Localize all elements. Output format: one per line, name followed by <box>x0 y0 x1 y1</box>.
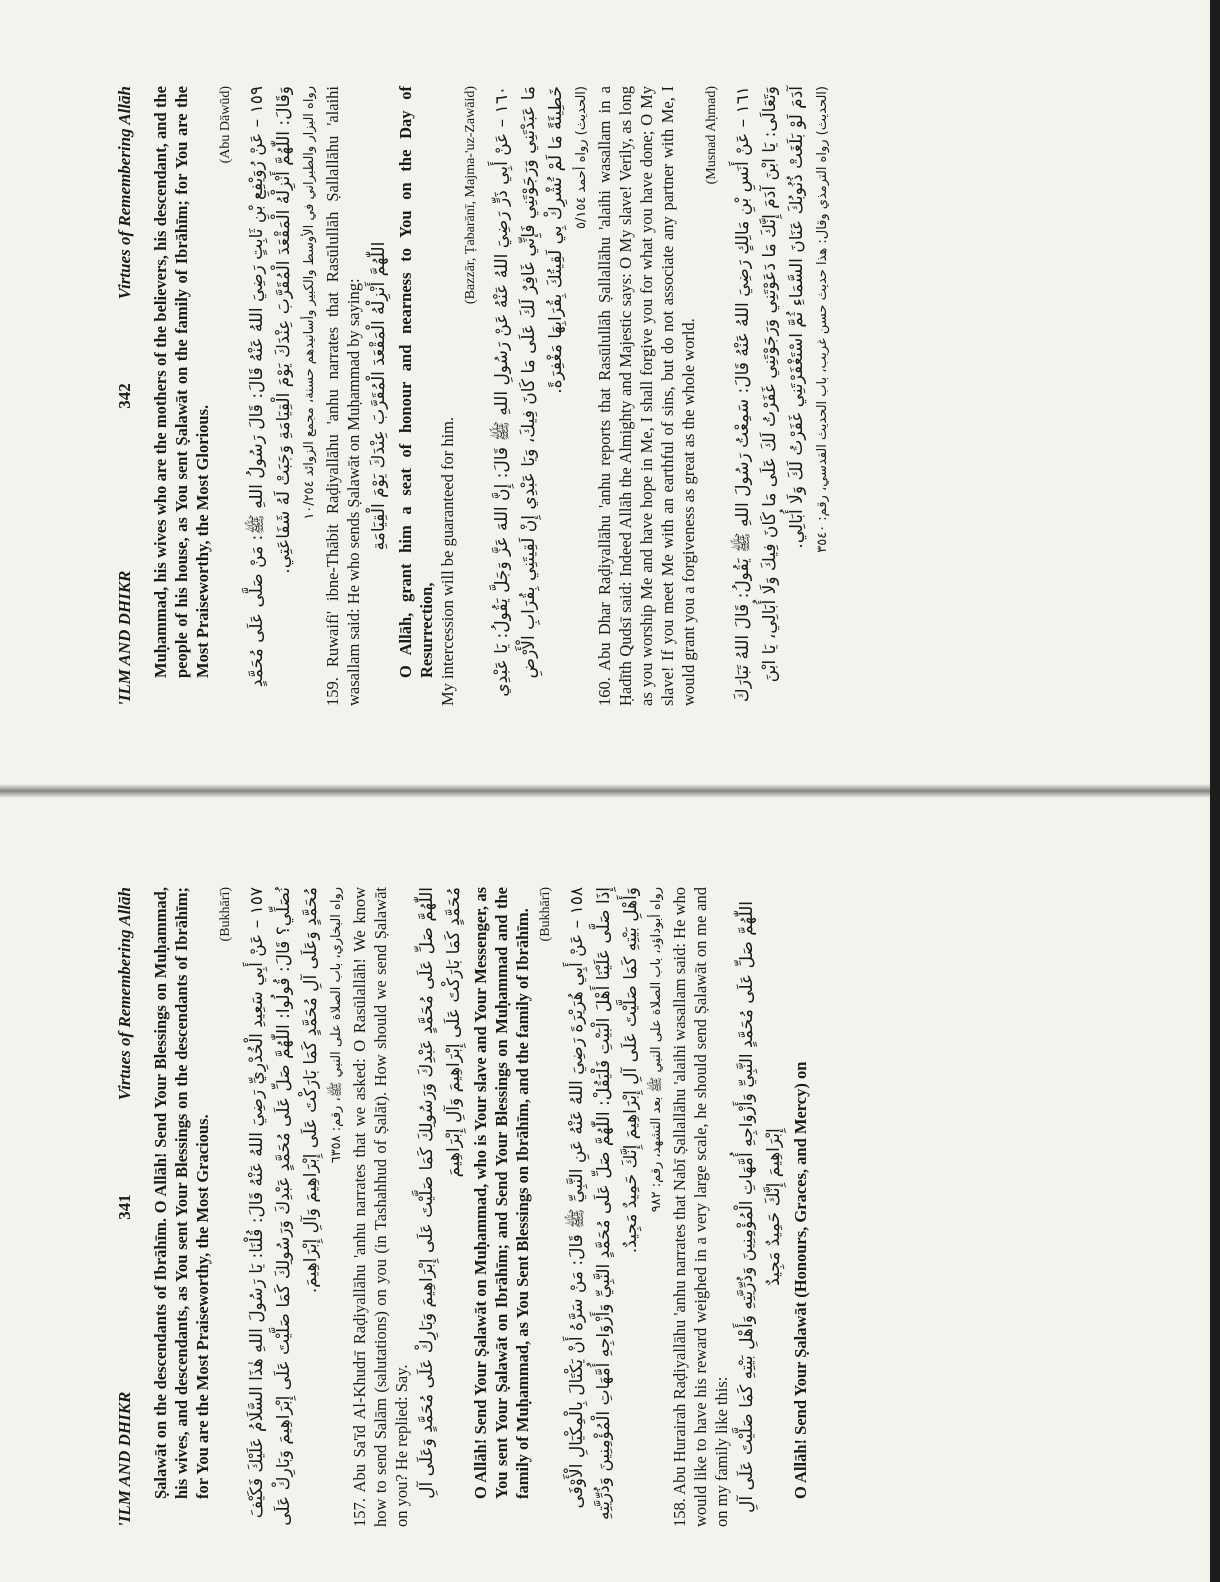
arabic-hadith-157: ١٥٧ – عَنْ أَبِي سَعِيدِ الْخُدْرِيِّ رَضِيَ اللهُ عَنْهُ قَالَ: قُلْنَا: يَا رَسُولَ اللهِ هٰذَا السَّلَامُ عَلَيْكَ فَكَيْفَ نُصَلِّي؟ قَالَ: قُولُوا: اللّٰهُمَّ صَلِّ عَلَى مُحَمَّدٍ عَبْدِكَ وَرَسُولِكَ كَمَا صَلَّيْتَ عَلَى إِبْرَاهِيمَ وَبَارِكْ عَلَى مُحَمَّدٍ وَعَلَى آلِ مُحَمَّدٍ كَمَا بَارَكْتَ عَلَى إِبْرَاهِيمَ وَآلِ إِبْرَاهِيمَ. <box>247 887 321 1526</box>
source-citation: (Bukhārī) <box>538 887 553 942</box>
page-header <box>115 887 141 1527</box>
page-content <box>150 86 835 706</box>
hadith-157-text: 157. Abu Sa'īd Al-Khudrī Raḍiyallāhu 'anhu narrates that we asked: O Rasūlallāh! We know how to send Salām (salutations) on you (in Tashahhud of Ṣalāt). How should we send Ṣalawāt on you? He replied: Say. <box>350 887 411 1527</box>
hadith-159-conclusion: My intercession will be guaranteed for him. <box>438 416 457 706</box>
dua-157-translation: O Allāh! Send Your Ṣalawāt on Muḥammad, who is Your slave and Your Messenger, as You sent Your Ṣalawāt on Ibrāhīm; and Send Your Blessings on Muḥammad and the family of Muḥammad, as You Sent Blessings on Ibrāhīm, and the family of Ibrāhīm. <box>471 887 532 1499</box>
source-citation: (Abu Dāwūd) <box>218 86 233 164</box>
salawat-translation-continued: Muḥammad, his wives who are the mothers of the believers, his descendant, and the people of his house, as You sent Ṣalawāt on the family of Ibrāhīm; for You are the Most Praiseworthy, the Most Glorious. <box>151 86 212 678</box>
hadith-159-text: 159. Ruwaifi' ibne-Thābit Raḍiyallāhu 'anhu narrates that Rasūlullāh Ṣallallāhu 'alaihi wasallam said: He who sends Ṣalawāt on Muḥammad by saying: <box>323 86 363 706</box>
dua-159-translation: O Allāh, grant him a seat of honour and nearness to You on the Day of Resurrection, <box>396 86 436 678</box>
page-header <box>115 86 141 706</box>
page-content <box>150 887 811 1527</box>
page-341 <box>0 791 1220 1582</box>
book-edge-shadow <box>1210 0 1220 1582</box>
hadith-158-text: 158. Abu Hurairah Raḍiyallāhu 'anhu narrates that Nabī Ṣallallāhu 'alaihi wasallam said: He who would like to have his reward weighed in a very large scale, he should send Ṣalawāt on me and on my family like this: <box>670 887 731 1527</box>
arabic-dua-158: اللّٰهُمَّ صَلِّ عَلَى مُحَمَّدٍ النَّبِيِّ وَأَزْوَاجِهِ أُمَّهَاتِ الْمُؤْمِنِينَ وَذُرِّيَّتِهِ وَأَهْلِ بَيْتِهِ كَمَا صَلَّيْتَ عَلَى آلِ إِبْرَاهِيمَ إِنَّكَ حَمِيدٌ مَجِيدٌ <box>737 901 784 1513</box>
arabic-hadith-158: ١٥٨ – عَنْ أَبِي هُرَيْرَةَ رَضِيَ اللهُ عَنْهُ عَنِ النَّبِيِّ ﷺ قَالَ: مَنْ سَرَّهُ أَنْ يَكْتَالَ بِالْمِكْيَالِ الْأَوْفَى إِذَا صَلَّى عَلَيْنَا أَهْلَ الْبَيْتِ فَلْيَقُلْ: اللّٰهُمَّ صَلِّ عَلَى مُحَمَّدٍ النَّبِيِّ وَأَزْوَاجِهِ أُمَّهَاتِ الْمُؤْمِنِينَ وَذُرِّيَّتِهِ وَأَهْلِ بَيْتِهِ كَمَا صَلَّيْتَ عَلَى آلِ إِبْرَاهِيمَ إِنَّكَ حَمِيدٌ مَجِيدٌ. <box>567 887 641 1521</box>
header-chapter-title: Virtues of Remembering Allāh <box>115 86 134 300</box>
source-citation: (Bukhārī) <box>218 887 233 942</box>
page-number: 341 <box>115 1194 134 1220</box>
arabic-dua-157: اللّٰهُمَّ صَلِّ عَلَى مُحَمَّدٍ عَبْدِكَ وَرَسُولِكَ كَمَا صَلَّيْتَ عَلَى إِبْرَاهِيمَ وَبَارِكْ عَلَى مُحَمَّدٍ وَعَلَى آلِ مُحَمَّدٍ كَمَا بَارَكْتَ عَلَى إِبْرَاهِيمَ وَآلِ إِبْرَاهِيمَ <box>417 887 464 1499</box>
page-number: 342 <box>115 383 134 409</box>
arabic-hadith-161: ١٦١ – عَنْ أَنَسِ بْنِ مَالِكٍ رَضِيَ اللهُ عَنْهُ قَالَ: سَمِعْتُ رَسُولَ اللهِ ﷺ يَقُولُ: قَالَ اللهُ تَبَارَكَ وَتَعَالَى: يَا ابْنَ آدَمَ إِنَّكَ مَا دَعَوْتَنِي وَرَجَوْتَنِي غَفَرْتُ لَكَ عَلَى مَا كَانَ فِيكَ وَلَا أُبَالِي، يَا ابْنَ آدَمَ لَوْ بَلَغَتْ ذُنُوبُكَ عَنَانَ السَّمَاءِ ثُمَّ اسْتَغْفَرْتَنِي غَفَرْتُ لَكَ وَلَا أُبَالِي. <box>733 86 807 703</box>
header-chapter-title: Virtues of Remembering Allāh <box>115 887 134 1101</box>
arabic-reference-160: (الحديث) رواه أحمد ٥/١٥٤ <box>574 86 589 229</box>
arabic-reference-159: رواه البزار والطبراني في الأوسط والكبير وأسانيدهم حسنة، مجمع الزوائد ١٠/٢٥٤ <box>302 86 317 520</box>
arabic-reference-157: رواه البخاري، باب الصلاة على النبي ﷺ، رقم: ٦٣٥٨ <box>329 887 344 1164</box>
salawat-translation: Ṣalawāt on the descendants of Ibrāhīm. O Allāh! Send Your Blessings on Muḥammad, his wives, and descendants, as You sent Your Blessings on the descendants of Ibrāhīm; for You are the Most Praiseworthy, the Most Gracious. <box>151 887 212 1499</box>
arabic-dua-159: اللّٰهُمَّ أَنْزِلْهُ الْمَقْعَدَ الْمُقَرَّبَ عِنْدَكَ يَوْمَ الْقِيَامَةِ <box>369 241 389 551</box>
source-citation: (Bazzār, Ṭabarānī, Majma-'uz-Zawāid) <box>463 86 478 305</box>
arabic-reference-161: (الحديث) رواه الترمذي وقال: هذا حديث حسن غريب، باب الحديث القدسي، رقم: ٣٥٤٠ <box>815 86 830 553</box>
dua-158-translation: O Allāh! Send Your Ṣalawāt (Honours, Graces, and Mercy) on <box>791 1061 810 1499</box>
header-book-title: 'ILM AND DHIKR <box>115 1391 134 1527</box>
hadith-160-text: 160. Abu Dhar Raḍiyallāhu 'anhu reports that Rasūlullāh Ṣallallāhu 'alaihi wasallam in a Ḥadīth Qudsī said: Indeed Allāh the Almighty and Majestic says: O My slave! Verily, as long as you worship Me and have hope in Me, I shall forgive you for what you have done; O My slave! If you meet Me with an earthful of sins, but do not associate any partner with Me, I would grant you a forgiveness as great as the whole world. <box>595 86 698 706</box>
arabic-hadith-160: ١٦٠ – عَنْ أَبِي ذَرٍّ رَضِيَ اللهُ عَنْهُ عَنْ رَسُولِ اللهِ ﷺ قَالَ: إِنَّ اللهَ عَزَّ وَجَلَّ يَقُولُ: يَا عَبْدِي مَا عَبَدْتَنِي وَرَجَوْتَنِي فَإِنِّي غَافِرٌ لَكَ عَلَى مَا كَانَ فِيكَ، وَيَا عَبْدِي إِنْ لَقِيتَنِي بِقُرَابِ الْأَرْضِ خَطِيئَةً مَا لَمْ تُشْرِكْ بِي لَقِيتُكَ بِقُرَابِهَا مَغْفِرَةً. <box>492 86 566 697</box>
arabic-hadith-159: ١٥٩ – عَنْ رُوَيْفِعِ بْنِ ثَابِتٍ رَضِيَ اللهُ عَنْهُ قَالَ: قَالَ رَسُولُ اللهِ ﷺ: مَنْ صَلَّى عَلَى مُحَمَّدٍ وَقَالَ: اللّٰهُمَّ أَنْزِلْهُ الْمَقْعَدَ الْمُقَرَّبَ عِنْدَكَ يَوْمَ الْقِيَامَةِ وَجَبَتْ لَهُ شَفَاعَتِي. <box>247 86 294 688</box>
header-book-title: 'ILM AND DHIKR <box>115 570 134 706</box>
source-citation: (Musnad Aḥmad) <box>704 86 719 185</box>
arabic-reference-158: رواه أبوداؤد، باب الصلاة على النبي ﷺ بعد التشهد، رقم: ٩٨٢ <box>649 887 664 1213</box>
